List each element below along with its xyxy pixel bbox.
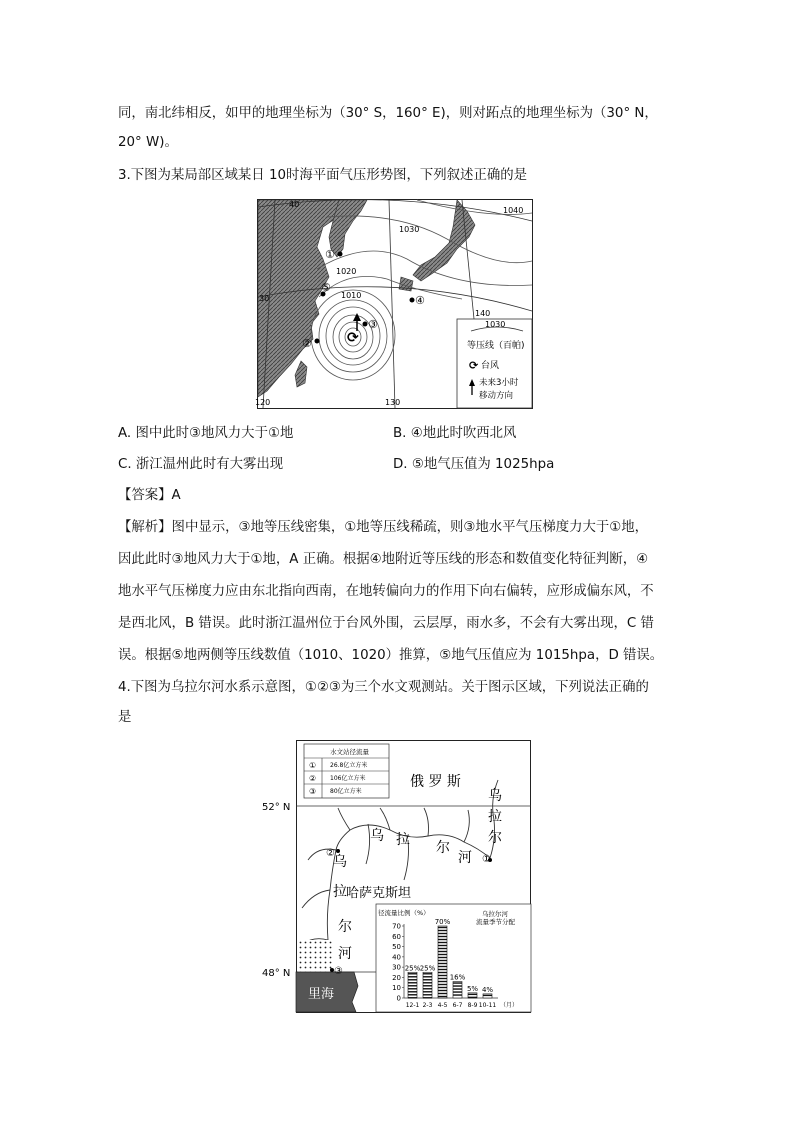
q3-option-d: D. ⑤地气压值为 1025hpa [393, 457, 555, 472]
ural-mtn-char-2: 拉 [488, 809, 502, 825]
table-row-3-val: 80亿立方米 [330, 788, 362, 795]
table-row-2-num: ② [309, 774, 317, 783]
point-3 [363, 322, 368, 327]
q3-option-b: B. ④地此时吹西北风 [393, 426, 517, 441]
kazakhstan-label: 哈萨克斯坦 [346, 886, 412, 901]
ural-mtn-char-1: 乌 [488, 788, 502, 804]
caspian-label: 里海 [308, 987, 335, 1002]
legend-typhoon-label: 台风 [481, 361, 500, 371]
isobar-1030: 1030 [399, 225, 420, 234]
q2-text-line1: 同，南北纬相反，如甲的地理坐标为（30° S，160° E)，则对跖点的地理坐标为（30° N， [118, 106, 658, 121]
chart-xtick-label: 4-5 [437, 1002, 448, 1009]
lat-52n: 52° N [262, 802, 291, 813]
table-row-2-val: 106亿立方米 [330, 775, 366, 782]
ural-river-v-char-4: 河 [338, 946, 352, 962]
point-2-label: ② [302, 337, 312, 350]
table-row-3-num: ③ [309, 787, 317, 796]
isobar-1040: 1040 [503, 206, 524, 215]
ural-river-h-char-2: 拉 [396, 832, 410, 848]
ural-mtn-char-3: 尔 [488, 830, 502, 846]
runoff-chart [376, 904, 531, 1012]
station-1-label: ① [482, 854, 491, 865]
ural-river-v-char-1: 乌 [333, 854, 347, 870]
legend-isobar-value: 1030 [485, 320, 506, 329]
point-1-label: ① [325, 248, 335, 261]
runoff-table [304, 744, 389, 798]
station-3-label: ③ [334, 966, 343, 977]
pressure-map [257, 199, 533, 409]
chart-ytick-label: 30 [392, 963, 401, 972]
ural-river-map [258, 740, 532, 1014]
chart-ytick-label: 10 [392, 984, 401, 993]
point-3-label: ③ [368, 318, 378, 331]
chart-data-label: 25% [419, 964, 436, 973]
q3-analysis-line3: 地水平气压梯度力应由东北指向西南，在地转偏向力的作用下向右偏转，应形成偏东风，不 [118, 584, 654, 599]
q3-answer: 【答案】A [118, 488, 181, 503]
chart-data-label: 70% [434, 918, 451, 926]
isobar-1020: 1020 [336, 267, 357, 276]
lon-130: 130 [385, 398, 401, 407]
chart-ytick-label: 0 [396, 994, 401, 1003]
table-header: 水文站径流量 [330, 748, 369, 756]
legend-move-label-1: 未来3小时 [479, 378, 519, 388]
chart-xtick-label: 6-7 [452, 1002, 463, 1009]
chart-title-1: 乌拉尔河 [482, 910, 508, 918]
chart-ytick-label: 60 [392, 932, 401, 941]
table-row-1-val: 26.8亿立方米 [330, 762, 368, 769]
lat-30: 30 [259, 294, 270, 303]
q3-stem: 3.下图为某局部区域某日 10时海平面气压形势图，下列叙述正确的是 [118, 168, 528, 183]
legend-move-label-2: 移动方向 [479, 391, 514, 401]
q3-option-a: A. 图中此时③地风力大于①地 [118, 426, 294, 441]
chart-data-label: 25% [404, 964, 421, 973]
q4-stem-line2: 是 [118, 710, 132, 725]
typhoon-symbol-icon: ⟳ [347, 330, 359, 346]
chart-ytick-label: 20 [392, 973, 401, 982]
chart-xtick-label: 8-9 [467, 1002, 478, 1009]
chart-data-label: 16% [449, 973, 466, 982]
ural-river-h-char-4: 河 [458, 850, 472, 866]
q3-analysis-line5: 误。根据⑤地两侧等压线数值（1010、1020）推算，⑤地气压值应为 1015hpa，D 错误。 [118, 648, 664, 663]
lon-120: 120 [255, 398, 271, 407]
chart-data-label: 5% [466, 984, 479, 993]
isobar-1010: 1010 [341, 291, 362, 300]
chart-xlabel: （月） [500, 1002, 519, 1009]
point-4 [410, 298, 415, 303]
chart-ytick-label: 40 [392, 953, 401, 962]
chart-data-label: 4% [481, 985, 494, 994]
legend-isobar-label: 等压线（百帕) [467, 341, 525, 351]
point-1 [338, 252, 343, 257]
ural-river-v-char-2: 拉 [333, 884, 347, 900]
ural-river-h-char-1: 乌 [370, 828, 384, 844]
q2-text-line2: 20° W)。 [118, 135, 178, 150]
lat-48n: 48° N [262, 968, 291, 979]
chart-ytick-label: 70 [392, 922, 401, 931]
point-5-label: ⑤ [321, 281, 331, 294]
q4-stem-line1: 4.下图为乌拉尔河水系示意图，①②③为三个水文观测站。关于图示区域，下列说法正确的 [118, 680, 649, 695]
lat-40: 40 [289, 200, 300, 209]
q3-analysis-line2: 因此此时③地风力大于①地，A 正确。根据④地附近等压线的形态和数值变化特征判断，④ [118, 552, 649, 567]
station-2-label: ② [326, 848, 335, 859]
station-2-dot [336, 849, 340, 853]
russia-label: 俄 罗 斯 [410, 774, 461, 790]
point-4-label: ④ [415, 294, 425, 307]
legend-typhoon-icon: ⟳ [469, 359, 479, 372]
ural-river-v-char-3: 尔 [338, 919, 352, 935]
dotted-region [298, 940, 334, 972]
chart-xtick-label: 12-1 [405, 1002, 420, 1009]
chart-ytick-label: 50 [392, 943, 401, 952]
ural-river-h-char-3: 尔 [436, 840, 450, 856]
q3-option-c: C. 浙江温州此时有大雾出现 [118, 457, 284, 472]
lon-140: 140 [475, 309, 491, 318]
point-2 [315, 339, 320, 344]
chart-title-2: 流量季节分配 [476, 918, 515, 926]
q3-analysis-line1: 【解析】图中显示，③地等压线密集，①地等压线稀疏，则③地水平气压梯度力大于①地， [118, 520, 649, 535]
q3-analysis-line4: 是西北风，B 错误。此时浙江温州位于台风外围，云层厚，雨水多，不会有大雾出现，C 错 [118, 616, 654, 631]
chart-xtick-label: 10-11 [478, 1002, 497, 1009]
chart-ylabel: 径流量比例（%） [378, 909, 430, 917]
table-row-1-num: ① [309, 761, 317, 770]
chart-xtick-label: 2-3 [422, 1002, 433, 1009]
